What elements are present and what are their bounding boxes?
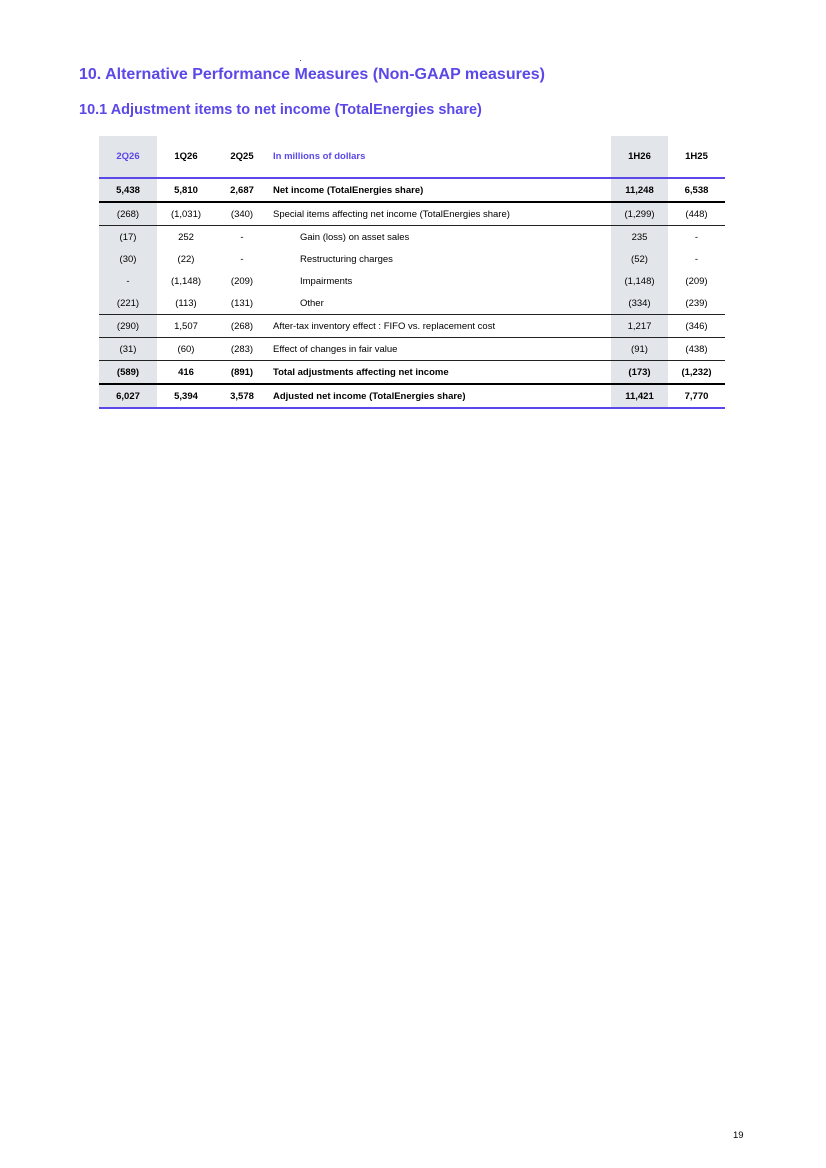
cell-1h26: 11,421 xyxy=(611,384,668,408)
cell-2q25: (209) xyxy=(230,275,254,287)
table-row xyxy=(99,338,725,361)
cell-1q26: (113) xyxy=(157,292,215,315)
cell-2q25: - xyxy=(240,253,244,265)
adjustment-items-table xyxy=(99,136,725,409)
cell-2q25: 2,687 xyxy=(215,178,269,202)
cell-1h25: (1,232) xyxy=(668,361,725,385)
row-label: Special items affecting net income (TotalEnergies share) xyxy=(269,202,611,226)
row-label: Other xyxy=(269,292,611,315)
cell-1h25: 7,770 xyxy=(668,384,725,408)
cell-1h26: (91) xyxy=(611,338,668,361)
cell-2q25: (268) xyxy=(215,315,269,338)
row-label: Effect of changes in fair value xyxy=(269,338,611,361)
cell-1h25: (209) xyxy=(685,275,708,287)
cell-1h26: (1,299) xyxy=(611,202,668,226)
cell-1h25: (239) xyxy=(668,292,725,315)
header-1h26: 1H26 xyxy=(611,136,668,178)
section-title: 10. Alternative Performance Measures (Non-GAAP measures) xyxy=(79,66,545,83)
stray-dot xyxy=(300,60,301,61)
cell-1h26: (52) xyxy=(611,248,668,270)
row-label: Impairments xyxy=(300,275,353,287)
table-row xyxy=(99,178,725,202)
cell-2q26: - xyxy=(99,270,157,292)
cell-1h25: (438) xyxy=(668,338,725,361)
row-label: Total adjustments affecting net income xyxy=(269,361,611,385)
cell-2q26: (589) xyxy=(99,361,157,385)
row-label: Adjusted net income (TotalEnergies share) xyxy=(269,384,611,408)
cell-2q26: 5,438 xyxy=(99,178,157,202)
cell-2q25: - xyxy=(240,231,244,243)
cell-1q26: (60) xyxy=(157,338,215,361)
cell-2q25: (131) xyxy=(215,292,269,315)
table-row xyxy=(99,384,725,408)
row-label: Restructuring charges xyxy=(300,253,393,265)
row-label: Net income (TotalEnergies share) xyxy=(269,178,611,202)
cell-2q26: (31) xyxy=(99,338,157,361)
row-label: After-tax inventory effect : FIFO vs. replacement cost xyxy=(269,315,611,338)
header-2q25: 2Q25 xyxy=(215,136,269,178)
header-unit-label: In millions of dollars xyxy=(269,136,611,178)
cell-1q26: (22) xyxy=(177,253,195,265)
table-row xyxy=(99,202,725,226)
cell-1h25: - xyxy=(694,231,699,243)
subsection-title: 10.1 Adjustment items to net income (TotalEnergies share) xyxy=(79,102,482,118)
cell-1h25: (448) xyxy=(668,202,725,226)
cell-1h25: (346) xyxy=(668,315,725,338)
cell-1q26: (1,148) xyxy=(170,275,202,287)
cell-2q25: (891) xyxy=(215,361,269,385)
cell-1h26: 11,248 xyxy=(611,178,668,202)
cell-1h26: 1,217 xyxy=(611,315,668,338)
cell-1h25: - xyxy=(694,253,699,265)
table-row xyxy=(99,270,725,292)
cell-1q26: 252 xyxy=(178,231,194,243)
cell-1q26: 5,394 xyxy=(157,384,215,408)
cell-2q25: (340) xyxy=(215,202,269,226)
cell-2q26: (221) xyxy=(99,292,157,315)
cell-1q26: 5,810 xyxy=(157,178,215,202)
table-row xyxy=(99,361,725,385)
cell-1h26: (173) xyxy=(611,361,668,385)
header-1h25: 1H25 xyxy=(668,136,725,178)
table-header-row xyxy=(99,136,725,178)
cell-1h25: 6,538 xyxy=(668,178,725,202)
table-row xyxy=(99,226,725,249)
cell-2q26: (290) xyxy=(99,315,157,338)
cell-2q25: (283) xyxy=(215,338,269,361)
cell-2q26: (30) xyxy=(99,248,157,270)
header-1q26: 1Q26 xyxy=(157,136,215,178)
cell-2q26: 6,027 xyxy=(99,384,157,408)
header-2q26: 2Q26 xyxy=(99,136,157,178)
cell-1h26: 235 xyxy=(611,226,668,249)
cell-2q26: (268) xyxy=(99,202,157,226)
cell-1q26: 1,507 xyxy=(157,315,215,338)
table-row xyxy=(99,292,725,315)
page-number: 19 xyxy=(733,1130,744,1141)
row-label: Gain (loss) on asset sales xyxy=(300,231,410,243)
cell-1h26: (1,148) xyxy=(611,270,668,292)
table-row xyxy=(99,315,725,338)
table-row xyxy=(99,248,725,270)
cell-2q25: 3,578 xyxy=(215,384,269,408)
cell-1h26: (334) xyxy=(611,292,668,315)
cell-1q26: 416 xyxy=(157,361,215,385)
cell-2q26: (17) xyxy=(99,226,157,249)
cell-1q26: (1,031) xyxy=(157,202,215,226)
